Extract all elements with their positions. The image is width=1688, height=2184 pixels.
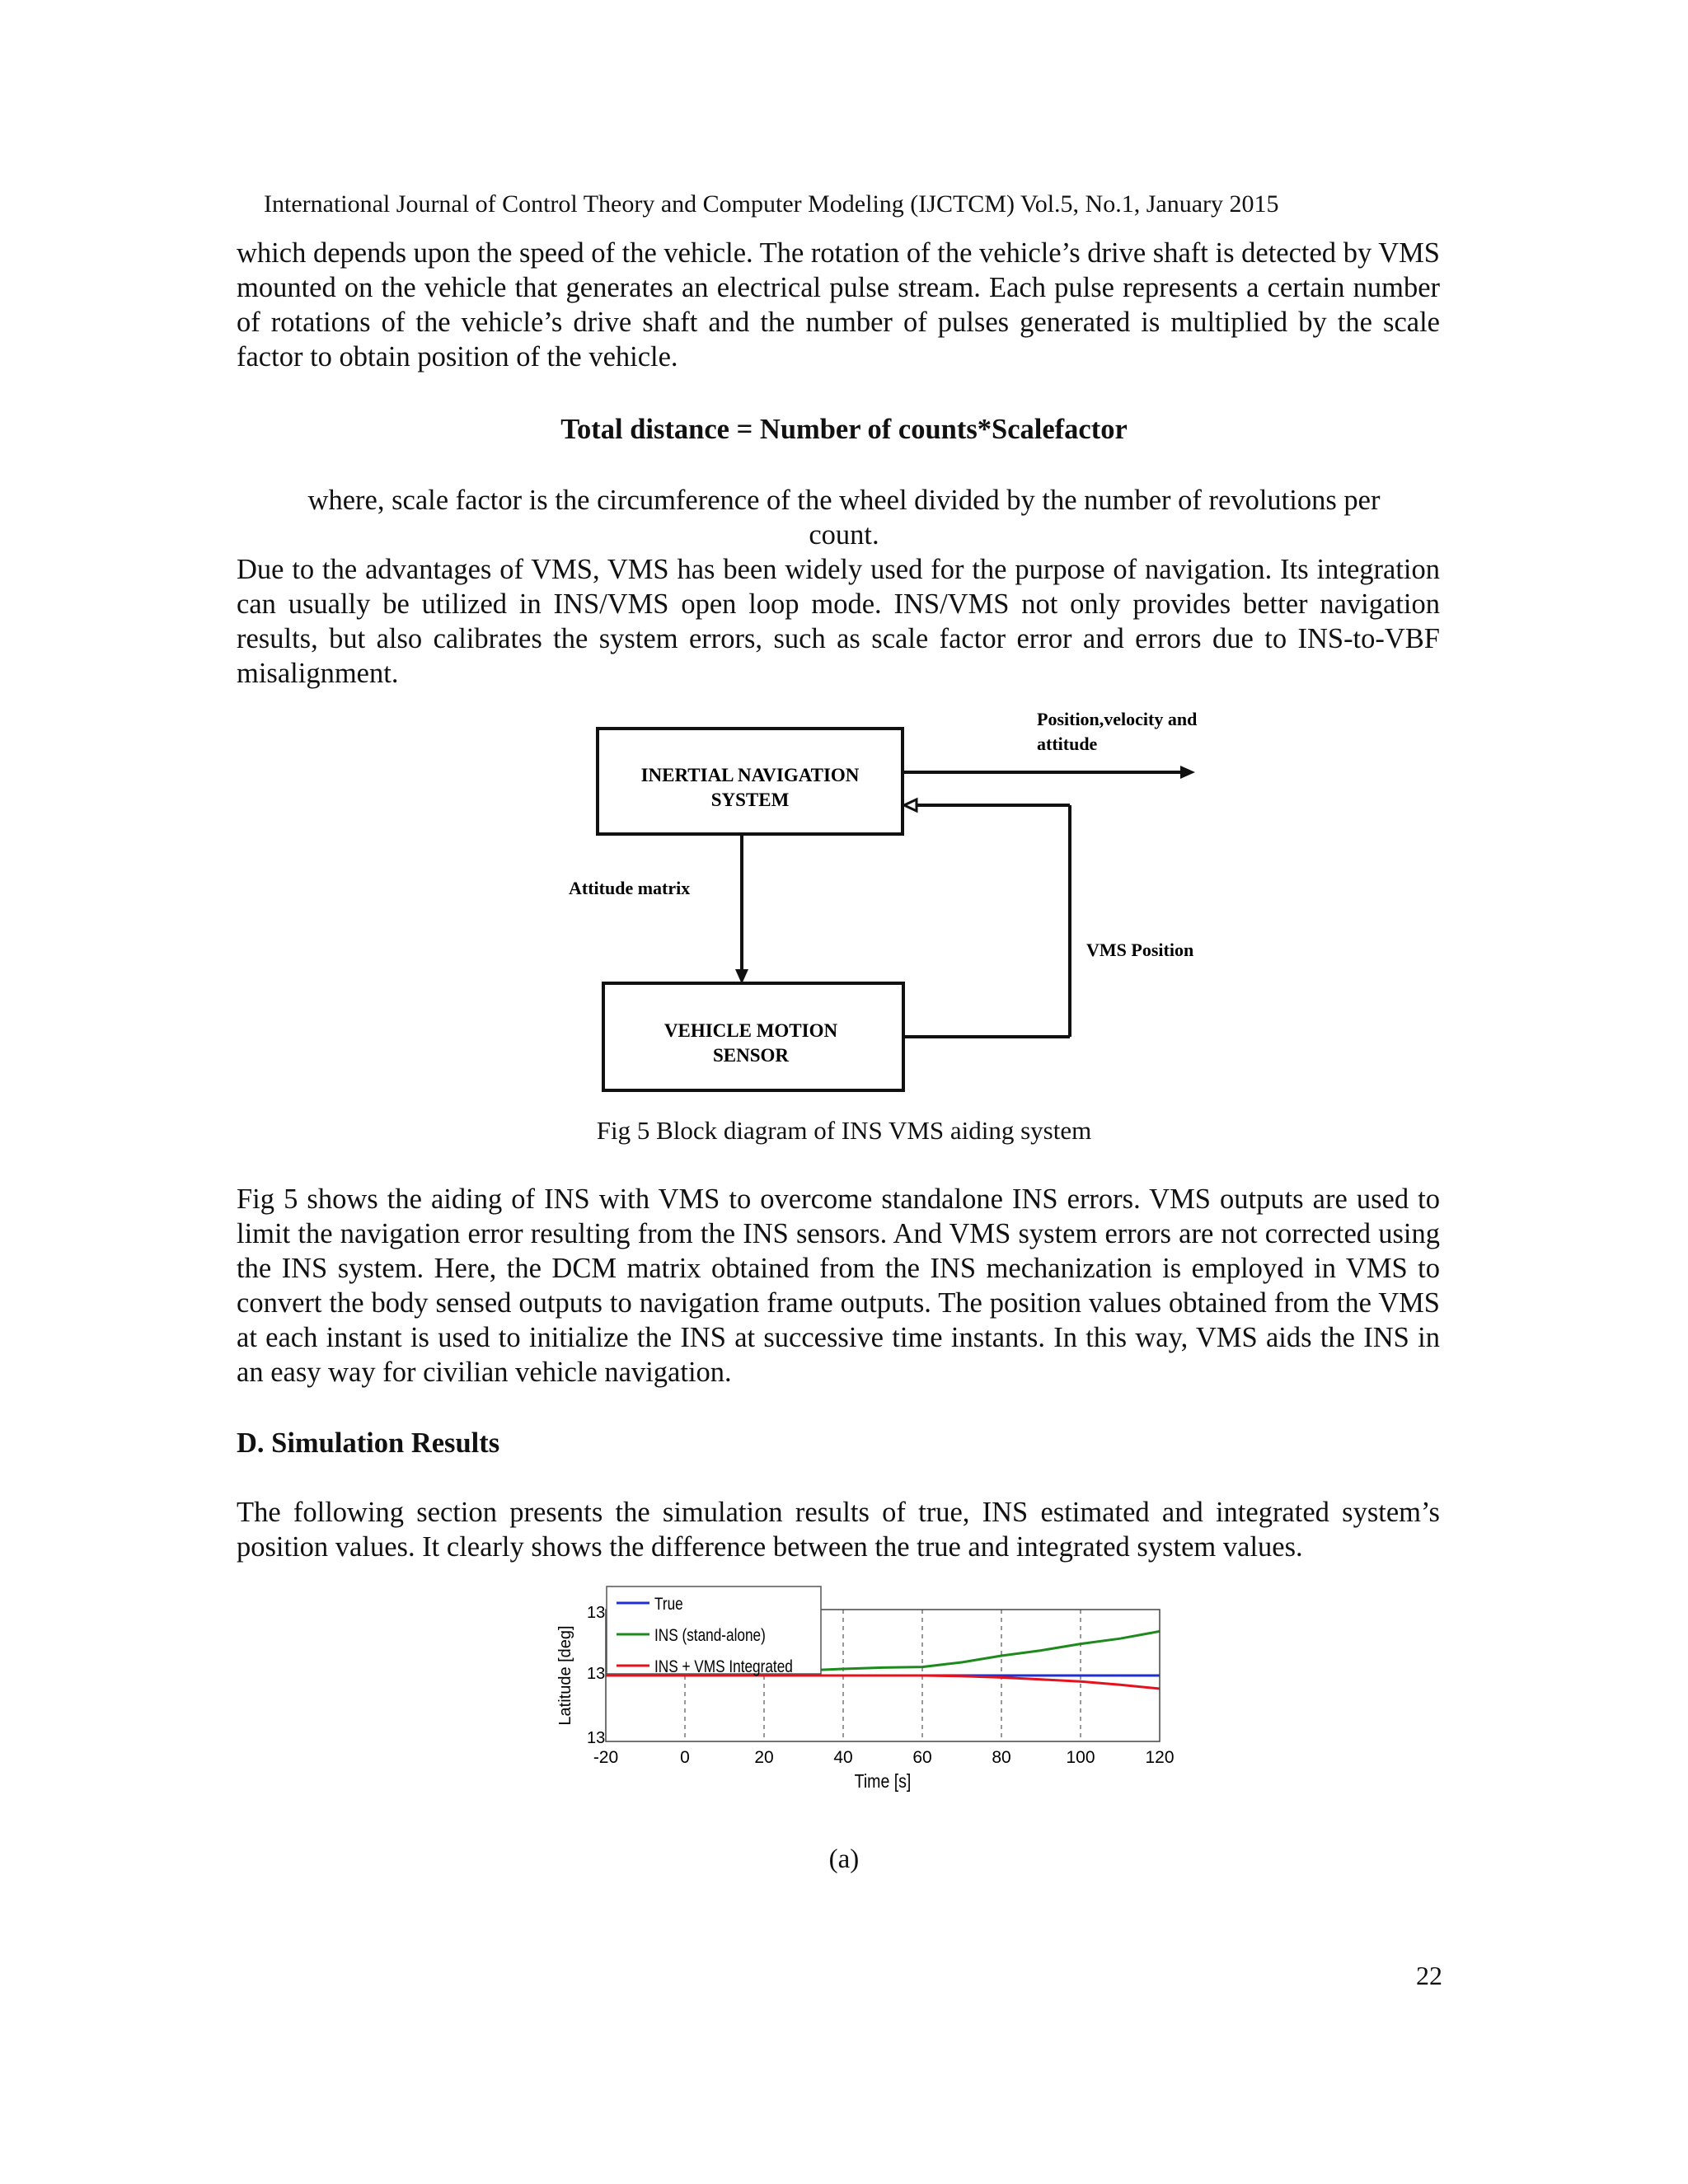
series-line-2 bbox=[606, 1675, 1160, 1689]
ins-box-line1: INERTIAL NAVIGATION bbox=[640, 765, 860, 785]
ins-box-line2: SYSTEM bbox=[710, 790, 790, 810]
paragraph-vms-advantages: Due to the advantages of VMS, VMS has been widely used for the purpose of navigation. Its integration can usually be utilized in INS/VMS open loop mode. INS/VMS not only provides better navigation results, but also calibrates the system errors, such as scale factor error and errors due to INS-to-VBF misalignment. bbox=[237, 554, 1440, 689]
page-number: 22 bbox=[1416, 1961, 1442, 1990]
vms-box-line2: SENSOR bbox=[712, 1045, 790, 1066]
x-tick-label: -20 bbox=[593, 1748, 619, 1767]
chart-caption: (a) bbox=[828, 1844, 860, 1874]
section-heading-simulation-results: D. Simulation Results bbox=[237, 1427, 500, 1459]
legend-label-0: True bbox=[654, 1595, 683, 1615]
y-tick-top: 13 bbox=[587, 1604, 606, 1622]
vms-position-label: VMS Position bbox=[1086, 940, 1194, 960]
paragraph-simulation-intro: The following section presents the simulation results of true, INS estimated and integrated system’s position values. It clearly shows the difference between the true and integrated system values. bbox=[237, 1497, 1440, 1563]
equation-total-distance: Total distance = Number of counts*Scalefactor bbox=[560, 414, 1128, 445]
running-header: International Journal of Control Theory and Computer Modeling (IJCTCM) Vol.5, No.1, January 2015 bbox=[264, 190, 1279, 218]
figure-5-caption: Fig 5 Block diagram of INS VMS aiding system bbox=[596, 1116, 1092, 1145]
x-tick-label: 40 bbox=[833, 1748, 853, 1767]
output-label-line2: attitude bbox=[1037, 733, 1098, 754]
x-axis-label: Time [s] bbox=[854, 1770, 912, 1793]
output-arrow-head bbox=[1180, 766, 1195, 779]
latitude-chart bbox=[544, 1570, 1187, 1817]
vms-box-line1: VEHICLE MOTION bbox=[663, 1020, 838, 1041]
y-axis-label: Latitude [deg] bbox=[556, 1625, 574, 1726]
attitude-label: Attitude matrix bbox=[569, 878, 691, 898]
paragraph-fig5-explanation: Fig 5 shows the aiding of INS with VMS to overcome standalone INS errors. VMS outputs are used to limit the navigation error resulting from the INS sensors. And VMS system errors are not corrected using the INS system. Here, the DCM matrix obtained from the INS mechanization is employed in VMS to convert the body sensed outputs to navigation frame outputs. The position values obtained from the VMS at each instant is used to initialize the INS at successive time instants. In this way, VMS aids the INS in an easy way for civilian vehicle navigation. bbox=[237, 1183, 1440, 1388]
output-label-line1: Position,velocity and bbox=[1037, 709, 1198, 729]
x-tick-label: 60 bbox=[912, 1748, 932, 1767]
y-tick-bottom: 13 bbox=[587, 1729, 606, 1747]
x-tick-label: 80 bbox=[992, 1748, 1011, 1767]
chart-legend bbox=[607, 1586, 821, 1676]
chart-x-ticks bbox=[593, 1748, 1175, 1767]
x-tick-label: 100 bbox=[1066, 1748, 1095, 1767]
where-line-1: where, scale factor is the circumference of the wheel divided by the number of revolutions per bbox=[307, 485, 1381, 516]
x-tick-label: 120 bbox=[1145, 1748, 1175, 1767]
where-line-2: count. bbox=[809, 519, 879, 551]
feedback-arrow-head bbox=[904, 799, 917, 811]
x-tick-label: 20 bbox=[754, 1748, 774, 1767]
y-tick-middle: 13 bbox=[587, 1665, 606, 1683]
legend-label-1: INS (stand-alone) bbox=[654, 1626, 766, 1646]
x-tick-label: 0 bbox=[680, 1748, 690, 1767]
paragraph-vms-pulses: which depends upon the speed of the vehicle. The rotation of the vehicle’s drive shaft is detected by VMS mounted on the vehicle that generates an electrical pulse stream. Each pulse represents a certain number of rotations of the vehicle’s drive shaft and the number of pulses generated is multiplied by the scale factor to obtain position of the vehicle. bbox=[237, 237, 1440, 373]
legend-label-2: INS + VMS Integrated bbox=[654, 1657, 793, 1677]
